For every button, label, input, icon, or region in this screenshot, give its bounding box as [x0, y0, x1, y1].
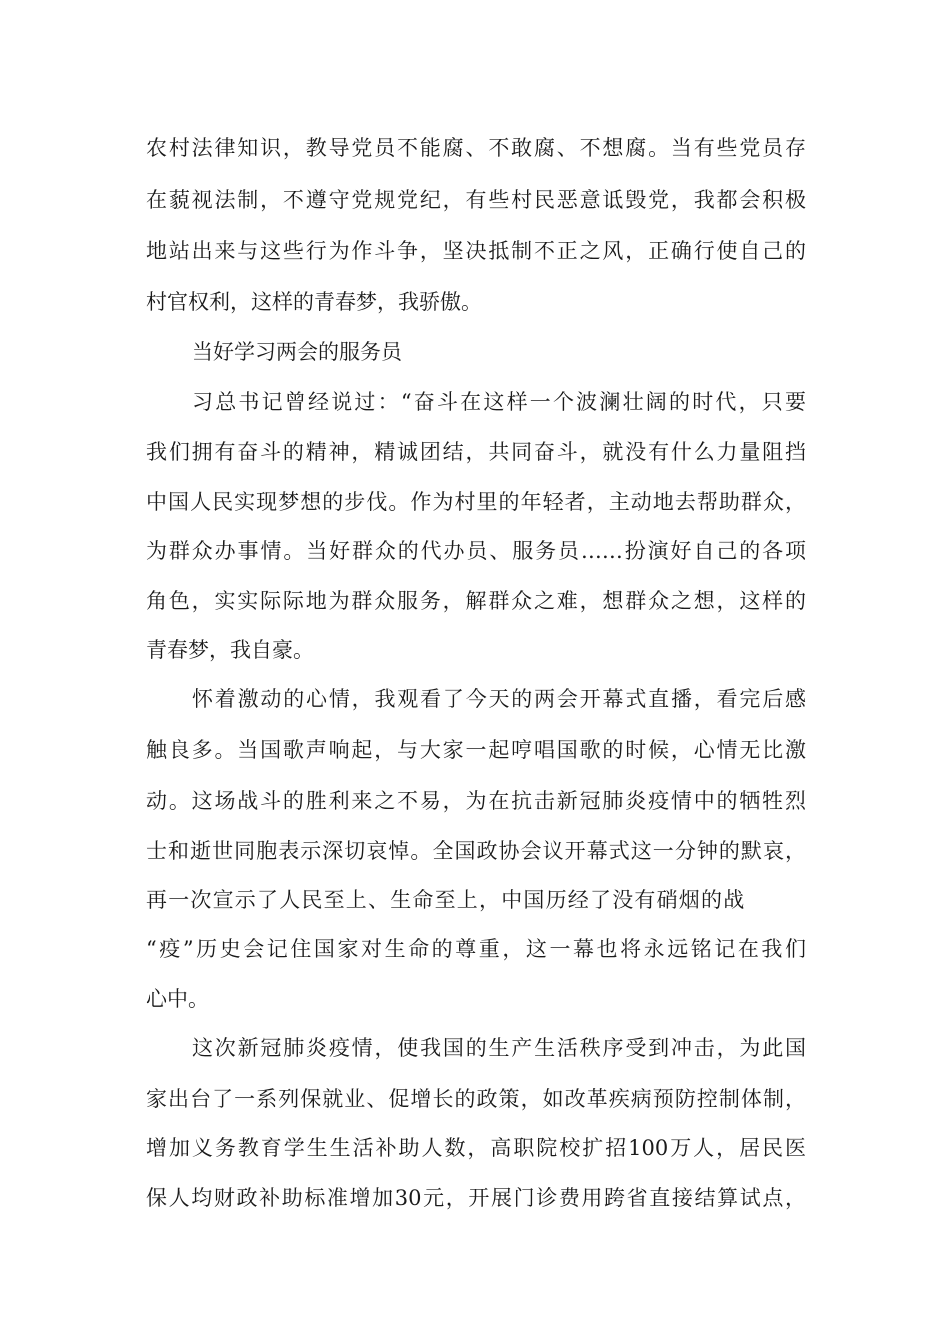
section-heading: 当好学习两会的服务员 [192, 340, 402, 364]
paragraph-line: 为群众办事情。当好群众的代办员、服务员……扮演好自己的各项 [146, 539, 806, 563]
paragraph-line: 增加义务教育学生生活补助人数，高职院校扩招100万人，居民医 [146, 1136, 806, 1160]
paragraph-line: 怀着激动的心情，我观看了今天的两会开幕式直播，看完后感 [192, 687, 806, 711]
paragraph-line: 在藐视法制，不遵守党规党纪，有些村民恶意诋毁党，我都会积极 [146, 188, 806, 212]
paragraph-line: 青春梦，我自豪。 [146, 638, 314, 662]
paragraph-line: 这次新冠肺炎疫情，使我国的生产生活秩序受到冲击，为此国 [192, 1036, 806, 1060]
paragraph-line: 村官权利，这样的青春梦，我骄傲。 [146, 290, 482, 314]
paragraph-line: 心中。 [146, 987, 209, 1011]
paragraph-line: 触良多。当国歌声响起，与大家一起哼唱国歌的时候，心情无比激 [146, 738, 806, 762]
paragraph-line: “疫”历史会记住国家对生命的尊重，这一幕也将永远铭记在我们 [146, 937, 806, 961]
paragraph-line: 保人均财政补助标准增加30元，开展门诊费用跨省直接结算试点， [146, 1186, 806, 1210]
paragraph-line: 中国人民实现梦想的步伐。作为村里的年轻者，主动地去帮助群众， [146, 490, 806, 514]
paragraph-line: 再一次宣示了人民至上、生命至上，中国历经了没有硝烟的战 [146, 888, 746, 912]
paragraph-line: 角色，实实际际地为群众服务，解群众之难，想群众之想，这样的 [146, 589, 806, 613]
paragraph-line: 士和逝世同胞表示深切哀悼。全国政协会议开幕式这一分钟的默哀， [146, 839, 806, 863]
paragraph-line: 农村法律知识，教导党员不能腐、不敢腐、不想腐。当有些党员存 [146, 136, 806, 160]
paragraph-line: 动。这场战斗的胜利来之不易，为在抗击新冠肺炎疫情中的牺牲烈 [146, 789, 806, 813]
paragraph-line: 习总书记曾经说过：“奋斗在这样一个波澜壮阔的时代，只要 [192, 390, 806, 414]
paragraph-line: 地站出来与这些行为作斗争，坚决抵制不正之风，正确行使自己的 [146, 239, 806, 263]
paragraph-line: 家出台了一系列保就业、促增长的政策，如改革疾病预防控制体制， [146, 1087, 806, 1111]
paragraph-line: 我们拥有奋斗的精神，精诚团结，共同奋斗，就没有什么力量阻挡 [146, 440, 806, 464]
